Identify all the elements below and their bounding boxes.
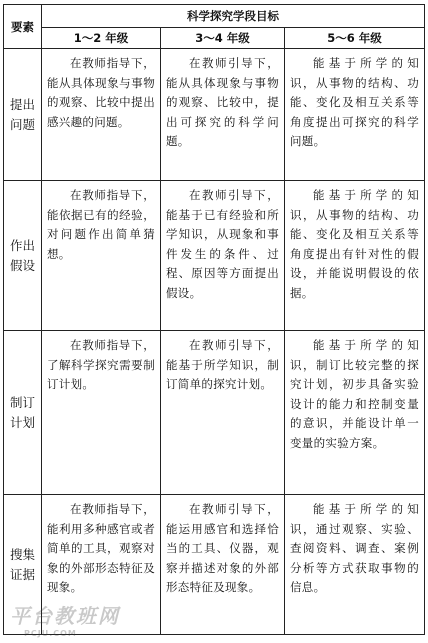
watermark-sub: PCJU.COM <box>24 629 77 638</box>
cell-grade-1-2: 在教师指导下，了解科学探究需要制订计划。 <box>42 331 161 495</box>
grade-header-1-2: 1～2 年级 <box>42 28 161 49</box>
grade-header-row <box>4 28 425 49</box>
cell-grade-3-4: 在教师引导下，能运用感官和选择恰当的工具、仪器，观察并描述对象的外部形态特征及现象。 <box>161 495 285 635</box>
cell-grade-5-6: 能基于所学的知识，通过观察、实验、查阅资料、调查、案例分析等方式获取事物的信息。 <box>285 495 425 635</box>
row-label-make-hypothesis <box>4 181 42 331</box>
cell-grade-3-4: 在教师引导下，能基于已有经验和所学知识，从现象和事件发生的条件、过程、原因等方面提出假设。 <box>161 181 285 331</box>
row-label-line: 假设 <box>9 257 35 273</box>
cell-grade-1-2: 在教师指导下，能利用多种感官或者简单的工具，观察对象的外部形态特征及现象。 <box>42 495 161 635</box>
table-row <box>4 181 425 331</box>
row-label-line: 搜集 <box>9 546 35 562</box>
row-label-line: 证据 <box>9 566 35 582</box>
cell-grade-3-4: 在教师引导下，能从具体现象与事物的观察、比较中，提出可探究的科学问题。 <box>161 49 285 181</box>
table-row <box>4 49 425 181</box>
row-label-collect-evidence <box>4 495 42 635</box>
grade-header-3-4: 3～4 年级 <box>161 28 285 49</box>
row-label-raise-question <box>4 49 42 181</box>
cell-grade-1-2: 在教师指导下，能依据已有的经验，对问题作出简单猜想。 <box>42 181 161 331</box>
cell-grade-3-4: 在教师引导下，能基于所学知识，制订简单的探究计划。 <box>161 331 285 495</box>
row-label-line: 问题 <box>9 116 35 132</box>
row-label-line: 提出 <box>9 96 35 112</box>
goal-title-header: 科学探究学段目标 <box>42 5 425 28</box>
table-header-row <box>4 5 425 28</box>
element-column-header: 要素 <box>4 5 42 49</box>
cell-grade-1-2: 在教师指导下，能从具体现象与事物的观察、比较中提出感兴趣的问题。 <box>42 49 161 181</box>
grade-header-5-6: 5～6 年级 <box>285 28 425 49</box>
watermark-text: 平台教班网 <box>10 604 120 628</box>
cell-grade-5-6: 能基于所学的知识，从事物的结构、功能、变化及相互关系等角度提出有针对性的假设，并能说明假设的依据。 <box>285 181 425 331</box>
cell-grade-5-6: 能基于所学的知识，制订比较完整的探究计划，初步具备实验设计的能力和控制变量的意识，并能设计单一变量的实验方案。 <box>285 331 425 495</box>
science-inquiry-table <box>3 4 425 635</box>
table-row <box>4 331 425 495</box>
table-row <box>4 495 425 635</box>
cell-grade-5-6: 能基于所学的知识，从事物的结构、功能、变化及相互关系等角度提出可探究的科学问题。 <box>285 49 425 181</box>
row-label-line: 计划 <box>9 414 35 430</box>
row-label-line: 作出 <box>9 237 35 253</box>
row-label-line: 制订 <box>9 394 35 410</box>
row-label-make-plan <box>4 331 42 495</box>
